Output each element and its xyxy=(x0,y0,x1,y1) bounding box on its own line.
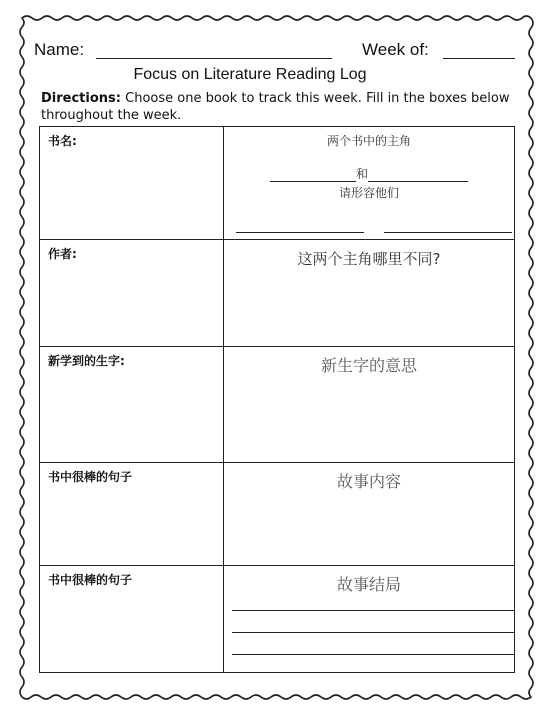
cell-great-sentence-2[interactable]: 书中很棒的句子 xyxy=(40,566,224,673)
cell-author[interactable]: 作者: xyxy=(40,240,224,347)
cell-character-differences[interactable] xyxy=(224,240,515,347)
cell-story-ending[interactable] xyxy=(224,566,515,673)
name-field[interactable] xyxy=(96,58,332,59)
week-field[interactable] xyxy=(443,58,515,59)
character-1-blank[interactable] xyxy=(270,169,356,182)
cell-word-meanings[interactable] xyxy=(224,347,515,463)
cell-book-title[interactable]: 书名: xyxy=(40,127,224,240)
cell-main-characters[interactable] xyxy=(224,127,515,240)
description-line-2[interactable] xyxy=(384,232,512,233)
cell-story-content[interactable] xyxy=(224,463,515,566)
directions-label: Directions: xyxy=(41,91,121,106)
name-label: Name: xyxy=(34,40,85,59)
word-meanings-heading: 新生字的意思 xyxy=(320,356,417,375)
reading-log-table xyxy=(39,126,515,673)
cell-new-words[interactable]: 新学到的生字: xyxy=(40,347,224,463)
table-row xyxy=(40,463,515,566)
main-characters-heading: 两个书中的主角 xyxy=(326,134,411,148)
characters-line xyxy=(224,163,514,182)
cell-great-sentence-1[interactable]: 书中很棒的句子 xyxy=(40,463,224,566)
character-2-blank[interactable] xyxy=(368,169,468,182)
week-label: Week of: xyxy=(362,40,429,59)
ending-line-3[interactable] xyxy=(232,654,514,655)
describe-them-label: 请形容他们 xyxy=(338,186,399,200)
table-row xyxy=(40,566,515,673)
story-ending-heading: 故事结局 xyxy=(336,575,401,594)
description-line-1[interactable] xyxy=(236,232,364,233)
table-row xyxy=(40,240,515,347)
directions xyxy=(41,90,521,124)
ending-line-1[interactable] xyxy=(232,610,514,611)
page-title: Focus on Literature Reading Log xyxy=(133,66,367,83)
directions-text: Choose one book to track this week. Fill in the boxes below throughout the week. xyxy=(41,91,510,123)
table-row xyxy=(40,347,515,463)
story-content-heading: 故事内容 xyxy=(336,472,401,491)
connector-and: 和 xyxy=(355,167,368,181)
table-row xyxy=(40,127,515,240)
ending-line-2[interactable] xyxy=(232,632,514,633)
differences-heading: 这两个主角哪里不同? xyxy=(297,250,441,268)
